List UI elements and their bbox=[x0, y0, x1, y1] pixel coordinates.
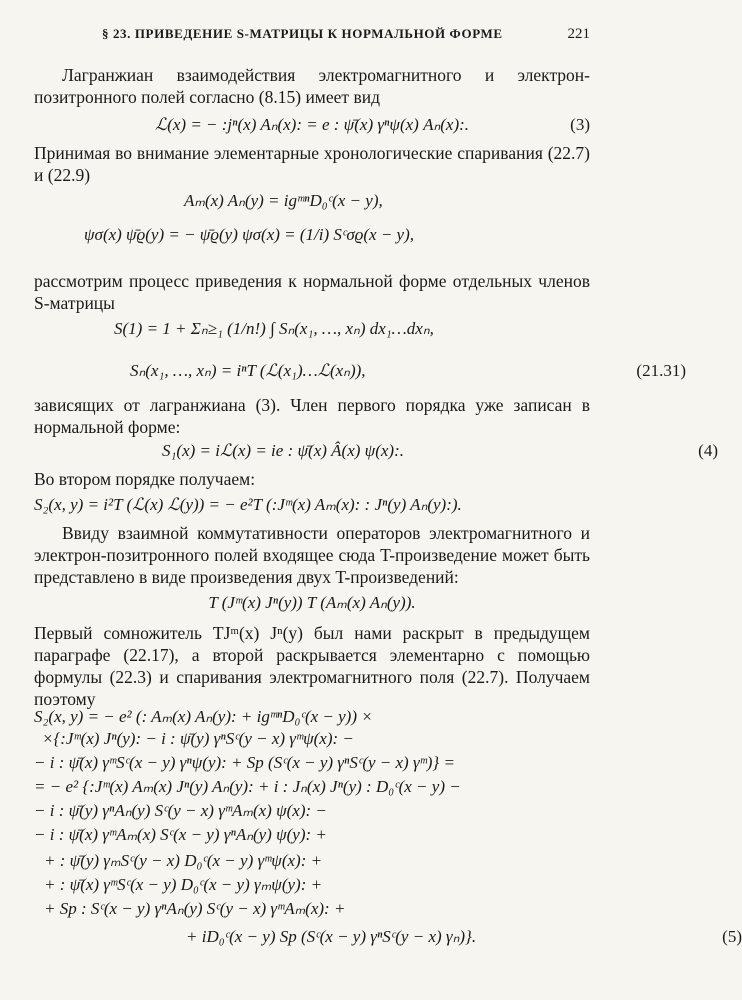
equation-5-line-2-formula: ×{:Jᵐ(x) Jⁿ(y): − i : ψ̄(y) γⁿSᶜ(y − x) γᵐψ(x): − bbox=[42, 729, 354, 748]
equation-t-product-formula: T (Jᵐ(x) Jⁿ(y)) T (Aₘ(x) Aₙ(y)). bbox=[208, 593, 416, 612]
equation-21-31-formula: Sₙ(x₁, …, xₙ) = iⁿT (ℒ(x₁)…ℒ(xₙ)), bbox=[130, 361, 366, 380]
paragraph-first-factor: Первый сомножитель TJᵐ(x) Jⁿ(y) был нами раскрыт в предыдущем параграфе (22.17), а второй раскрывается элементарно с помощью формулы (22.3) и спаривания электромагнитного поля (22.7). Получаем поэтому bbox=[34, 623, 590, 709]
paragraph-commutativity: Ввиду взаимной коммутативности операторов электромагнитного и электрон-позитронного полей входящее сюда T-произведение может быть представлено в виде произведения двух T-произведений: bbox=[34, 523, 590, 587]
pairing-electromagnetic-formula: Aₘ(x) Aₙ(y) = igᵐⁿD₀ᶜ(x − y), bbox=[184, 191, 383, 210]
equation-5-line-9 bbox=[34, 898, 600, 920]
equation-5-line-1-formula: S₂(x, y) = − e² (: Aₘ(x) Aₙ(y): + igᵐⁿD₀ᶜ(x − y)) × bbox=[34, 707, 373, 726]
equation-3 bbox=[34, 114, 590, 136]
equation-5-line-3-formula: − i : ψ̄(x) γᵐSᶜ(x − y) γⁿψ(y): + Sp (Sᶜ(x − y) γⁿSᶜ(y − x) γᵐ)} = bbox=[34, 753, 455, 772]
equation-second-order bbox=[34, 494, 590, 516]
equation-3-formula: ℒ(x) = − :jⁿ(x) Aₙ(x): = e : ψ̄(x) γⁿψ(x) Aₙ(x):. bbox=[154, 115, 470, 134]
paragraph-second-order: Во втором порядке получаем: bbox=[34, 469, 256, 489]
equation-5-line-8-formula: + : ψ̄(x) γᵐSᶜ(x − y) D₀ᶜ(x − y) γₘψ(y): + bbox=[44, 875, 323, 894]
equation-5-line-6-formula: − i : ψ̄(x) γᵐAₘ(x) Sᶜ(x − y) γⁿAₙ(y) ψ(y): + bbox=[34, 825, 327, 844]
equation-5-line-9-formula: + Sp : Sᶜ(x − y) γⁿAₙ(y) Sᶜ(y − x) γᵐAₘ(x): + bbox=[44, 899, 346, 918]
equation-second-order-formula: S₂(x, y) = i²T (ℒ(x) ℒ(y)) = − e²T (:Jᵐ(x) Aₘ(x): : Jⁿ(y) Aₙ(y):). bbox=[34, 495, 462, 514]
equation-3-number: (3) bbox=[570, 115, 590, 134]
equation-s-matrix bbox=[34, 318, 670, 340]
equation-4 bbox=[34, 440, 718, 462]
equation-5-line-4 bbox=[34, 776, 590, 798]
equation-5-number: (5) bbox=[722, 927, 742, 946]
equation-5-line-10 bbox=[34, 926, 742, 948]
equation-5-line-7 bbox=[34, 850, 600, 872]
equation-5-line-5-formula: − i : ψ̄(y) γⁿAₙ(y) Sᶜ(y − x) γᵐAₘ(x) ψ(x): − bbox=[34, 801, 327, 820]
equation-5-line-3 bbox=[34, 752, 590, 774]
equation-21-31-number: (21.31) bbox=[636, 361, 686, 380]
equation-5-line-4-formula: = − e² {:Jᵐ(x) Aₘ(x) Jⁿ(y) Aₙ(y): + i : Jₙ(x) Jⁿ(y) : D₀ᶜ(x − y) − bbox=[34, 777, 461, 796]
paragraph-lagrangian: Лагранжиан взаимодействия электромагнитного и электрон-позитронного полей согласно (8.15) имеет вид bbox=[34, 65, 590, 107]
equation-5-line-5 bbox=[34, 800, 590, 822]
paragraph-pairings-intro: Принимая во внимание элементарные хронологические спаривания (22.7) и (22.9) bbox=[34, 143, 590, 185]
equation-5-line-7-formula: + : ψ̄(y) γₘSᶜ(y − x) D₀ᶜ(x − y) γᵐψ(x): + bbox=[44, 851, 323, 870]
equation-5-line-2 bbox=[34, 728, 598, 750]
running-header bbox=[34, 26, 590, 46]
equation-21-31 bbox=[34, 360, 686, 382]
pairing-electron-formula: ψσ(x) ψ̄ϱ(y) = − ψ̄ϱ(y) ψσ(x) = (1/i) Sᶜσϱ(x − y), bbox=[84, 225, 415, 244]
pairing-electron bbox=[34, 224, 640, 246]
equation-4-formula: S₁(x) = iℒ(x) = ie : ψ̄(x) Â(x) ψ(x):. bbox=[162, 441, 405, 460]
equation-5-line-6 bbox=[34, 824, 590, 846]
equation-5-line-8 bbox=[34, 874, 600, 896]
equation-s-matrix-formula: S(1) = 1 + Σₙ≥₁ (1/n!) ∫ Sₙ(x₁, …, xₙ) dx₁…dxₙ, bbox=[114, 319, 434, 338]
pairing-electromagnetic bbox=[34, 190, 740, 212]
page-number: 221 bbox=[567, 26, 590, 42]
equation-t-product bbox=[34, 592, 590, 614]
paragraph-reduction: рассмотрим процесс приведения к нормальной форме отдельных членов S-матрицы bbox=[34, 271, 590, 313]
equation-5-line-10-formula: + iD₀ᶜ(x − y) Sp (Sᶜ(x − y) γⁿSᶜ(y − x) γₙ)}. bbox=[186, 927, 477, 946]
equation-4-number: (4) bbox=[698, 441, 718, 460]
equation-5-line-1 bbox=[34, 706, 590, 728]
section-title: § 23. ПРИВЕДЕНИЕ S-МАТРИЦЫ К НОРМАЛЬНОЙ ФОРМЕ bbox=[102, 26, 503, 41]
paragraph-first-order: зависящих от лагранжиана (3). Член первого порядка уже записан в нормальной форме: bbox=[34, 395, 590, 437]
